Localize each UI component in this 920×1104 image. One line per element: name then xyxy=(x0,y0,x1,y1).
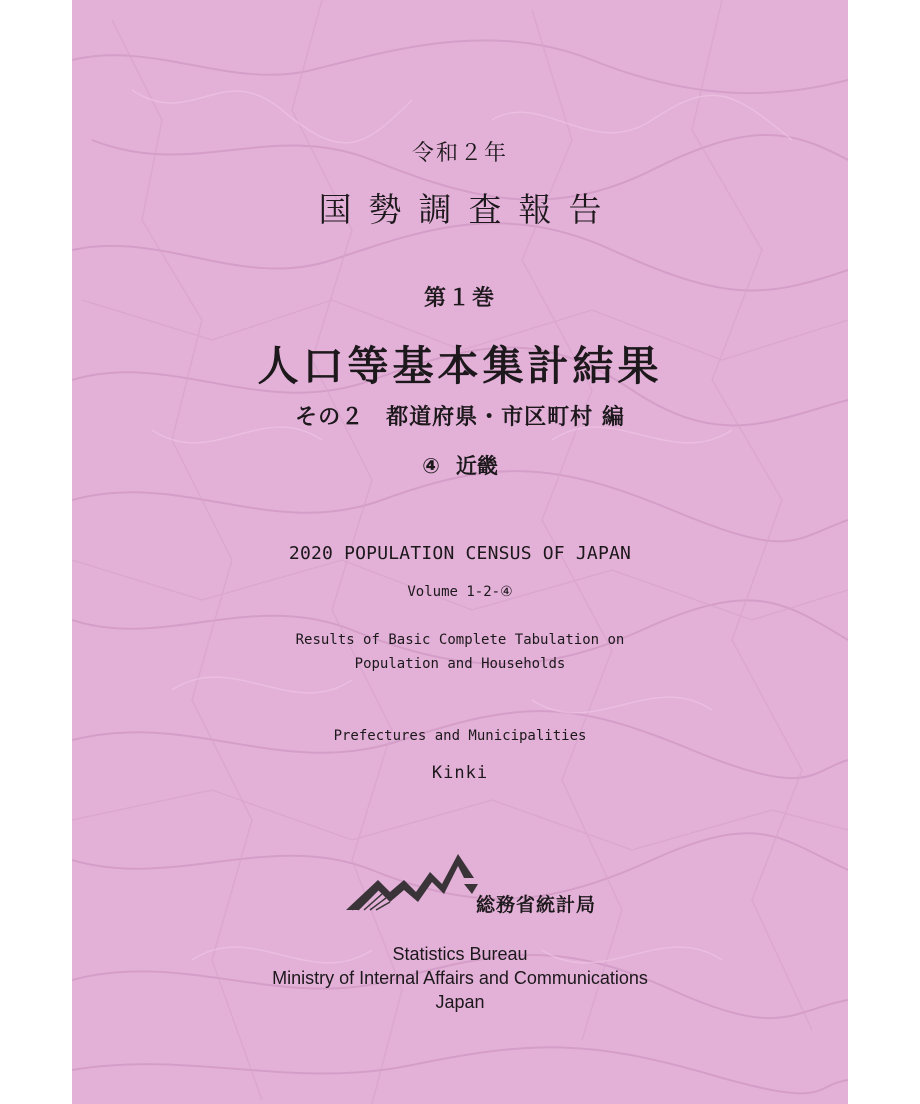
publisher-line-1: Statistics Bureau xyxy=(392,944,528,964)
prefectures-subtitle: Prefectures and Municipalities xyxy=(333,728,587,744)
region-number: ④ xyxy=(422,454,440,478)
volume-number-en: Volume 1-2-④ xyxy=(407,584,513,600)
part-heading xyxy=(72,400,848,431)
region-name-en: Kinki xyxy=(431,763,489,783)
part-number: その２ xyxy=(295,405,365,430)
report-cover xyxy=(72,0,848,1104)
census-title-en: 2020 POPULATION CENSUS OF JAPAN xyxy=(288,543,632,564)
results-title-line-2: Population and Households xyxy=(354,656,566,672)
statistics-bureau-logo-icon xyxy=(344,850,484,914)
series-title: 国勢調査報告 xyxy=(318,190,619,229)
region-heading-jp xyxy=(72,450,848,480)
results-title-line-1: Results of Basic Complete Tabulation on xyxy=(295,632,625,648)
publisher-line-3: Japan xyxy=(435,992,485,1012)
publisher-line-2: Ministry of Internal Affairs and Communications xyxy=(272,968,648,988)
main-title: 人口等基本集計結果 xyxy=(257,342,663,390)
part-title: 都道府県・市区町村 編 xyxy=(386,405,625,430)
era-year: 令和２年 xyxy=(411,141,508,166)
publisher-name-jp: 総務省統計局 xyxy=(476,894,597,916)
region-name-jp: 近畿 xyxy=(455,454,498,478)
volume-number-jp: 第１巻 xyxy=(423,286,496,311)
